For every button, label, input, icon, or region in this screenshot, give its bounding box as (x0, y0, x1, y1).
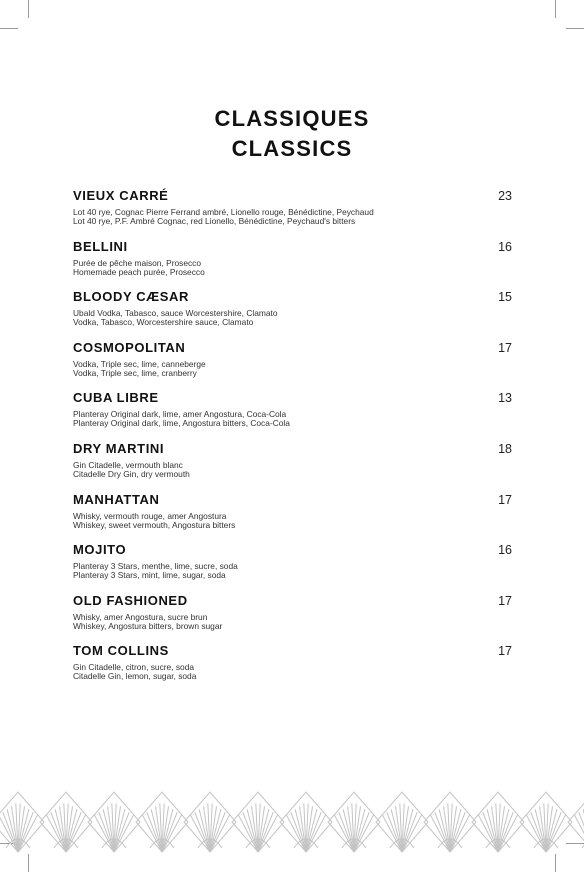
page-title-english: CLASSICS (231, 136, 353, 161)
fan-diamond (568, 792, 584, 852)
cocktail-price: 17 (498, 340, 512, 355)
cocktail-name: COSMOPOLITAN (73, 339, 186, 355)
cocktail-name: DRY MARTINI (73, 440, 165, 456)
cocktail-description-french: Gin Citadelle, citron, sucre, soda (73, 662, 195, 673)
cocktail-price: 13 (498, 391, 512, 406)
cocktail-description-english: Citadelle Gin, lemon, sugar, soda (73, 671, 197, 682)
fan-line (3, 812, 18, 852)
menu-item (73, 188, 512, 239)
menu-item (73, 239, 512, 290)
fan-line (258, 812, 273, 852)
cocktail-description-english: Planteray 3 Stars, mint, lime, sugar, soda (73, 570, 226, 581)
cocktail-description-french: Vodka, Triple sec, lime, canneberge (73, 358, 206, 369)
cocktail-price: 16 (498, 239, 512, 254)
cocktail-price: 16 (498, 543, 512, 558)
fan-line (387, 812, 402, 852)
cocktail-description-english: Planteray Original dark, lime, Angostura bitters, Coca-Cola (73, 418, 290, 429)
menu-item (73, 492, 512, 543)
cocktail-name: BELLINI (73, 238, 128, 254)
fan-line (354, 812, 369, 852)
menu-item (73, 441, 512, 492)
cocktail-price: 18 (498, 441, 512, 456)
cocktail-price: 23 (498, 189, 512, 203)
cocktail-description-french: Planteray 3 Stars, menthe, lime, sucre, soda (73, 561, 238, 572)
cocktail-description-english: Whiskey, Angostura bitters, brown sugar (73, 620, 223, 631)
cocktail-description-french: Ubald Vodka, Tabasco, sauce Worcestershire, Clamato (73, 308, 278, 319)
cocktail-description-english: Citadelle Dry Gin, dry vermouth (73, 468, 190, 479)
crop-mark-top-right (566, 28, 584, 29)
page-title-french: CLASSIQUES (214, 106, 370, 131)
fan-line (210, 812, 225, 852)
cocktail-name: CUBA LIBRE (73, 390, 159, 406)
crop-mark-bottom-left-vertical (28, 854, 29, 872)
cocktail-description-english: Whiskey, sweet vermouth, Angostura bitters (73, 519, 236, 530)
cocktail-description-french: Whisky, vermouth rouge, amer Angostura (73, 510, 227, 521)
cocktail-description-english: Vodka, Tabasco, Worcestershire sauce, Clamato (73, 317, 254, 328)
fan-line (51, 812, 66, 852)
fan-line (147, 812, 162, 852)
art-deco-fan-border-icon (0, 788, 584, 856)
cocktail-price: 17 (498, 492, 512, 507)
fan-line (18, 812, 33, 852)
fan-line (162, 812, 177, 852)
cocktail-description-french: Lot 40 rye, Cognac Pierre Ferrand ambré, Lionello rouge, Bénédictine, Peychaud (73, 207, 374, 217)
fan-line (402, 812, 417, 852)
fan-line (435, 812, 450, 852)
menu-item (73, 542, 512, 593)
cocktail-name: VIEUX CARRÉ (73, 188, 169, 203)
fan-line (114, 812, 129, 852)
fan-line (531, 812, 546, 852)
cocktail-description-english: Vodka, Triple sec, lime, cranberry (73, 367, 197, 378)
cocktail-price: 17 (498, 593, 512, 608)
fan-line (339, 812, 354, 852)
crop-mark-top-left (0, 28, 18, 29)
cocktail-name: MANHATTAN (73, 491, 160, 507)
cocktail-description-french: Purée de pêche maison, Prosecco (73, 257, 202, 268)
fan-line (195, 812, 210, 852)
fan-line (99, 812, 114, 852)
menu-item (73, 289, 512, 340)
crop-mark-top-right-vertical (555, 0, 556, 18)
fan-line (483, 812, 498, 852)
cocktail-menu-list (73, 188, 512, 694)
cocktail-description-french: Whisky, amer Angostura, sucre brun (73, 611, 208, 622)
fan-line (450, 812, 465, 852)
crop-mark-bottom-right-vertical (555, 854, 556, 872)
cocktail-description-french: Gin Citadelle, vermouth blanc (73, 459, 183, 470)
cocktail-name: BLOODY CÆSAR (73, 289, 190, 305)
cocktail-name: TOM COLLINS (73, 643, 169, 659)
cocktail-description-english: Homemade peach purée, Prosecco (73, 266, 205, 277)
cocktail-price: 15 (498, 290, 512, 305)
cocktail-name: OLD FASHIONED (73, 592, 188, 608)
fan-line (306, 812, 321, 852)
cocktail-name: MOJITO (73, 542, 127, 558)
fan-line (66, 812, 81, 852)
crop-mark-top-left-vertical (28, 0, 29, 18)
fan-line (546, 812, 561, 852)
menu-item (73, 593, 512, 644)
cocktail-price: 17 (498, 644, 512, 659)
menu-item (73, 643, 512, 694)
fan-line (243, 812, 258, 852)
fan-line (498, 812, 513, 852)
fan-line (291, 812, 306, 852)
menu-item (73, 340, 512, 391)
cocktail-description-french: Planteray Original dark, lime, amer Angostura, Coca-Cola (73, 409, 287, 420)
cocktail-description-english: Lot 40 rye, P.F. Ambré Cognac, red Lionello, Bénédictine, Peychaud's bitters (73, 216, 356, 226)
menu-item (73, 390, 512, 441)
